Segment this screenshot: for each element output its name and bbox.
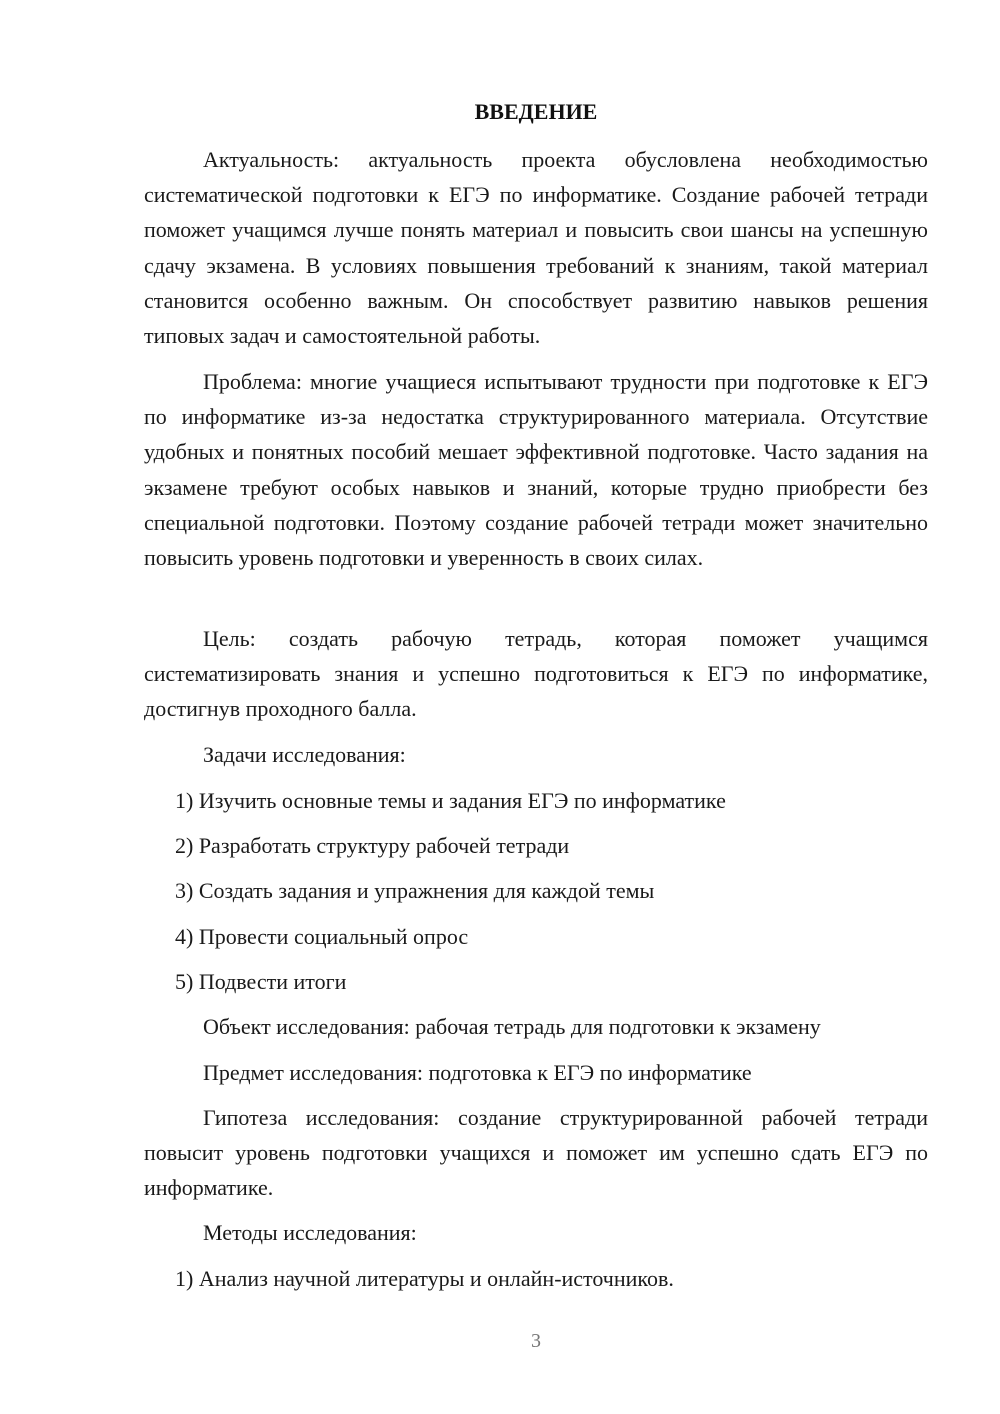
task-item-2-block (144, 828, 928, 863)
relevance-block (144, 142, 928, 353)
goal-paragraph: Цель: создать рабочую тетрадь, которая поможет учащимся систематизировать знания и успешно подготовиться к ЕГЭ по информатике, достигнув проходного балла. (144, 626, 928, 722)
hypothesis-paragraph: Гипотеза исследования: создание структурированной рабочей тетради повысит уровень подготовки учащихся и поможет им успешно сдать ЕГЭ по информатике. (144, 1105, 928, 1201)
problem-block (144, 364, 928, 575)
goal-block (144, 621, 928, 727)
page-number: 3 (531, 1330, 541, 1352)
relevance-paragraph: Актуальность: актуальность проекта обусловлена необходимостью систематической подготовки к ЕГЭ по информатике. Создание рабочей тетради поможет учащимся лучше понять материал и повысить свои шансы на успешную сдачу экзамена. В условиях повышения требований к знаниям, такой материал становится особенно важным. Он способствует развитию навыков решения типовых задач и самостоятельной работы. (144, 147, 928, 349)
methods-heading: Методы исследования: (203, 1220, 417, 1245)
subject-block (144, 1055, 928, 1090)
list-item: 2) Разработать структуру рабочей тетради (175, 833, 570, 858)
list-item: 1) Изучить основные темы и задания ЕГЭ по информатике (175, 788, 726, 813)
list-item: 5) Подвести итоги (175, 969, 347, 994)
methods-heading-block (144, 1215, 928, 1250)
problem-paragraph: Проблема: многие учащиеся испытывают трудности при подготовке к ЕГЭ по информатике из-за недостатка структурированного материала. Отсутствие удобных и понятных пособий мешает эффективной подготовке. Часто задания на экзамене требуют особых навыков и знаний, которые трудно приобрести без специальной подготовки. Поэтому создание рабочей тетради может значительно повысить уровень подготовки и уверенность в своих силах. (144, 369, 928, 571)
task-item-4-block (144, 919, 928, 954)
tasks-heading-block (144, 737, 928, 772)
hypothesis-block (144, 1100, 928, 1206)
subject-paragraph: Предмет исследования: подготовка к ЕГЭ по информатике (203, 1060, 752, 1085)
tasks-heading: Задачи исследования: (203, 742, 406, 767)
page-title: ВВЕДЕНИЕ (474, 99, 598, 124)
task-item-1-block (144, 783, 928, 818)
task-item-3-block (144, 873, 928, 908)
list-item: 3) Создать задания и упражнения для каждой темы (175, 878, 655, 903)
object-block (144, 1009, 928, 1044)
list-item: 1) Анализ научной литературы и онлайн-источников. (175, 1266, 674, 1291)
list-item: 4) Провести социальный опрос (175, 924, 469, 949)
method-item-1-block (144, 1261, 928, 1296)
task-item-5-block (144, 964, 928, 999)
object-paragraph: Объект исследования: рабочая тетрадь для подготовки к экзамену (203, 1014, 821, 1039)
